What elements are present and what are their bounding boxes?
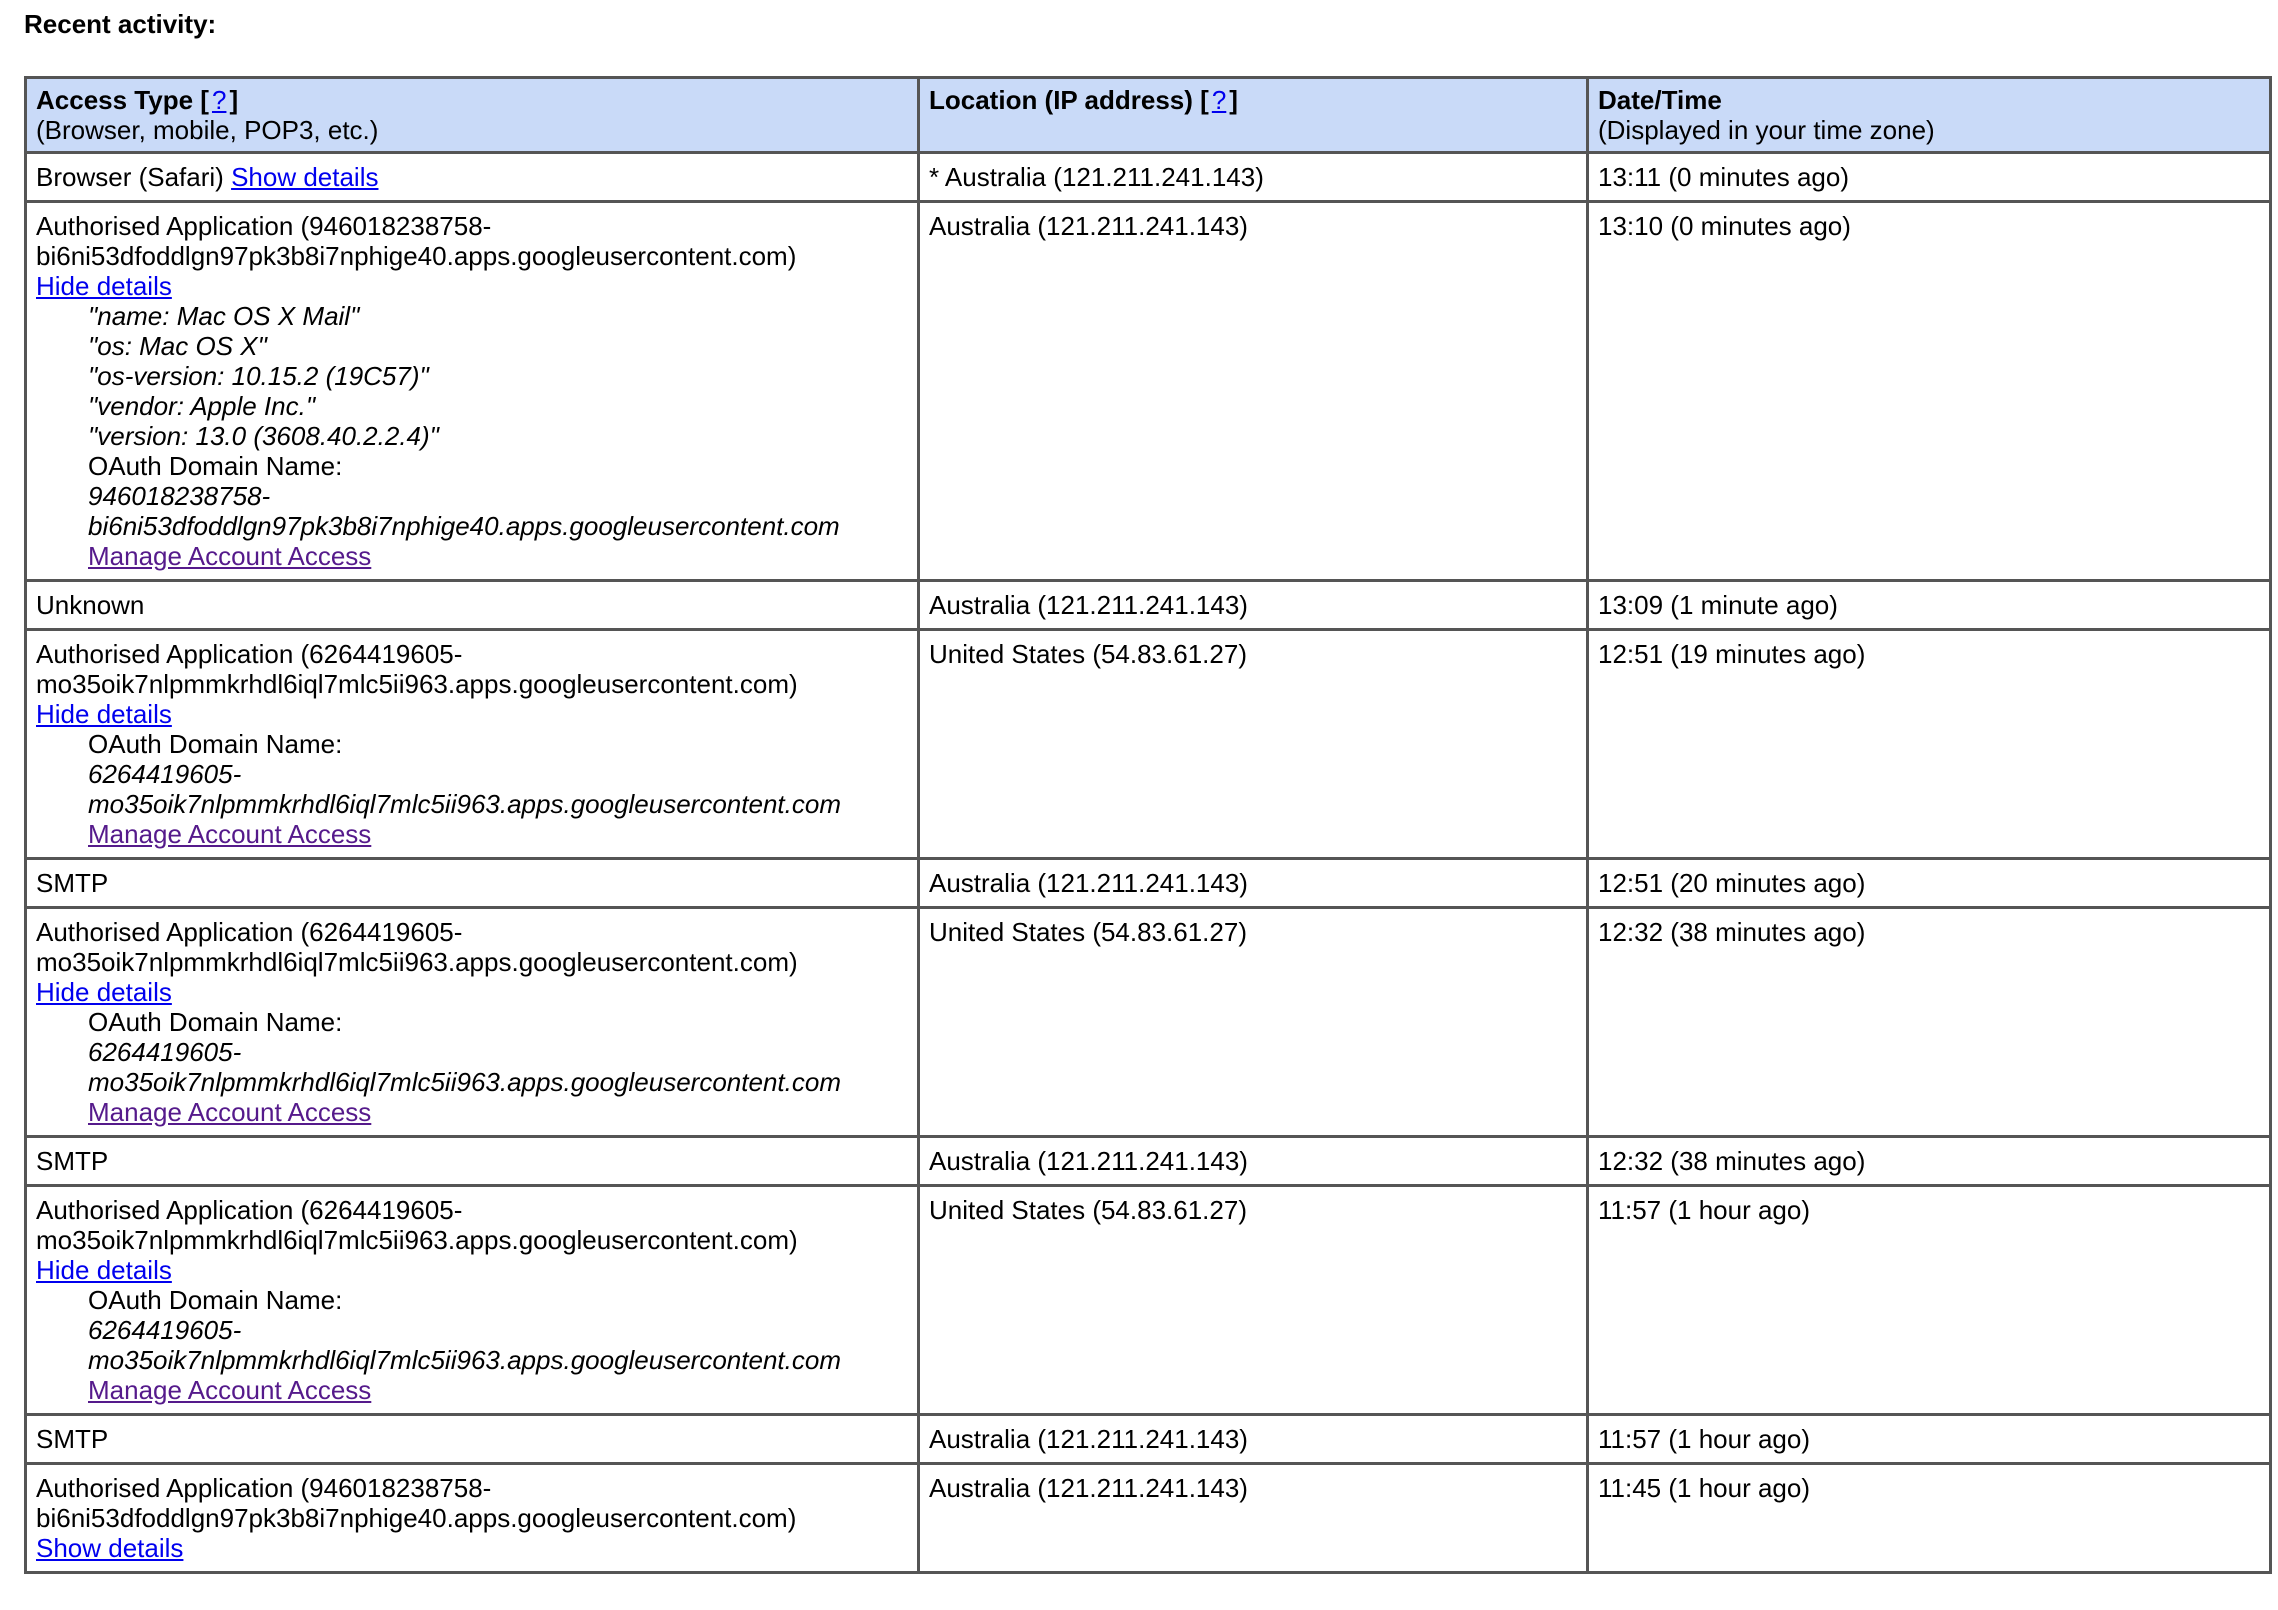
access-type-text: Authorised Application (6264419605-mo35oik7nlpmmkrhdl6iql7mlc5ii963.apps.googleusercontent.com) <box>36 917 798 977</box>
location-cell: United States (54.83.61.27) <box>919 908 1588 1137</box>
access-type-text: Authorised Application (6264419605-mo35oik7nlpmmkrhdl6iql7mlc5ii963.apps.googleusercontent.com) <box>36 1195 798 1255</box>
client-info-line: "version: 13.0 (3608.40.2.2.4)" <box>88 421 439 451</box>
location-cell: United States (54.83.61.27) <box>919 630 1588 859</box>
access-type-cell <box>26 908 919 1137</box>
datetime-cell: 11:57 (1 hour ago) <box>1588 1186 2271 1415</box>
table-row <box>26 630 2271 859</box>
table-row <box>26 202 2271 581</box>
oauth-domain-value: 6264419605-mo35oik7nlpmmkrhdl6iql7mlc5ii963.apps.googleusercontent.com <box>88 759 841 819</box>
table-row <box>26 908 2271 1137</box>
activity-table <box>24 76 2272 1574</box>
oauth-domain-value: 6264419605-mo35oik7nlpmmkrhdl6iql7mlc5ii963.apps.googleusercontent.com <box>88 1315 841 1375</box>
access-type-cell <box>26 630 919 859</box>
location-title: Location (IP address) <box>929 85 1193 115</box>
access-type-text: Authorised Application (6264419605-mo35oik7nlpmmkrhdl6iql7mlc5ii963.apps.googleusercontent.com) <box>36 639 798 699</box>
manage-account-access-link[interactable]: Manage Account Access <box>88 541 372 571</box>
datetime-cell: 12:32 (38 minutes ago) <box>1588 1137 2271 1186</box>
bracket-open: [ <box>200 85 209 115</box>
access-type-cell <box>26 153 919 202</box>
manage-account-access-link[interactable]: Manage Account Access <box>88 1375 372 1405</box>
bracket-close: ] <box>229 85 239 115</box>
client-info-line: "vendor: Apple Inc." <box>88 391 316 421</box>
page-heading: Recent activity: <box>24 9 217 39</box>
access-type-text: Authorised Application (946018238758-bi6ni53dfoddlgn97pk3b8i7nphige40.apps.googleusercontent.com) <box>36 211 797 271</box>
table-row <box>26 581 2271 630</box>
datetime-subtitle: (Displayed in your time zone) <box>1598 115 1935 145</box>
datetime-cell: 13:10 (0 minutes ago) <box>1588 202 2271 581</box>
manage-account-access-link[interactable]: Manage Account Access <box>88 819 372 849</box>
hide-details-link[interactable]: Hide details <box>36 977 172 1007</box>
manage-account-access-link[interactable]: Manage Account Access <box>88 1097 372 1127</box>
location-cell: Australia (121.211.241.143) <box>919 581 1588 630</box>
access-type-text: Browser (Safari) <box>36 162 224 192</box>
details-block <box>36 729 908 849</box>
access-type-help-link[interactable]: ? <box>211 85 227 115</box>
details-block <box>36 301 908 571</box>
oauth-domain-label: OAuth Domain Name: <box>88 1007 343 1037</box>
hide-details-link[interactable]: Hide details <box>36 271 172 301</box>
datetime-cell: 13:11 (0 minutes ago) <box>1588 153 2271 202</box>
location-cell: Australia (121.211.241.143) <box>919 202 1588 581</box>
location-cell: Australia (121.211.241.143) <box>919 1464 1588 1573</box>
location-cell: United States (54.83.61.27) <box>919 1186 1588 1415</box>
oauth-domain-label: OAuth Domain Name: <box>88 1285 343 1315</box>
access-type-cell <box>26 1464 919 1573</box>
table-row <box>26 1137 2271 1186</box>
access-type-text: Authorised Application (946018238758-bi6ni53dfoddlgn97pk3b8i7nphige40.apps.googleusercontent.com) <box>36 1473 797 1533</box>
location-cell: Australia (121.211.241.143) <box>919 1415 1588 1464</box>
location-header <box>919 78 1588 153</box>
datetime-cell: 11:45 (1 hour ago) <box>1588 1464 2271 1573</box>
table-row <box>26 859 2271 908</box>
datetime-cell: 13:09 (1 minute ago) <box>1588 581 2271 630</box>
datetime-title: Date/Time <box>1598 85 1722 115</box>
location-cell: Australia (121.211.241.143) <box>919 1137 1588 1186</box>
location-cell: * Australia (121.211.241.143) <box>919 153 1588 202</box>
location-cell: Australia (121.211.241.143) <box>919 859 1588 908</box>
access-type-cell <box>26 202 919 581</box>
table-row <box>26 1186 2271 1415</box>
table-row <box>26 1464 2271 1573</box>
oauth-domain-value: 6264419605-mo35oik7nlpmmkrhdl6iql7mlc5ii963.apps.googleusercontent.com <box>88 1037 841 1097</box>
location-help-link[interactable]: ? <box>1211 85 1227 115</box>
details-block <box>36 1007 908 1127</box>
access-type-cell: SMTP <box>26 1137 919 1186</box>
client-info-line: "os-version: 10.15.2 (19C57)" <box>88 361 429 391</box>
table-row <box>26 153 2271 202</box>
bracket-open: [ <box>1200 85 1209 115</box>
show-details-link[interactable]: Show details <box>231 162 379 192</box>
bracket-close: ] <box>1229 85 1238 115</box>
access-type-cell: Unknown <box>26 581 919 630</box>
show-details-link[interactable]: Show details <box>36 1533 184 1563</box>
client-info-line: "name: Mac OS X Mail" <box>88 301 360 331</box>
oauth-domain-value: 946018238758-bi6ni53dfoddlgn97pk3b8i7nphige40.apps.googleusercontent.com <box>88 481 840 541</box>
hide-details-link[interactable]: Hide details <box>36 1255 172 1285</box>
access-type-title: Access Type <box>36 85 194 115</box>
datetime-header <box>1588 78 2271 153</box>
oauth-domain-label: OAuth Domain Name: <box>88 729 343 759</box>
access-type-header <box>26 78 919 153</box>
oauth-domain-label: OAuth Domain Name: <box>88 451 343 481</box>
table-row <box>26 1415 2271 1464</box>
access-type-cell: SMTP <box>26 1415 919 1464</box>
access-type-subtitle: (Browser, mobile, POP3, etc.) <box>36 115 379 145</box>
datetime-cell: 11:57 (1 hour ago) <box>1588 1415 2271 1464</box>
datetime-cell: 12:51 (20 minutes ago) <box>1588 859 2271 908</box>
hide-details-link[interactable]: Hide details <box>36 699 172 729</box>
datetime-cell: 12:32 (38 minutes ago) <box>1588 908 2271 1137</box>
table-header-row <box>26 78 2271 153</box>
details-block <box>36 1285 908 1405</box>
access-type-cell: SMTP <box>26 859 919 908</box>
datetime-cell: 12:51 (19 minutes ago) <box>1588 630 2271 859</box>
client-info-line: "os: Mac OS X" <box>88 331 267 361</box>
access-type-cell <box>26 1186 919 1415</box>
